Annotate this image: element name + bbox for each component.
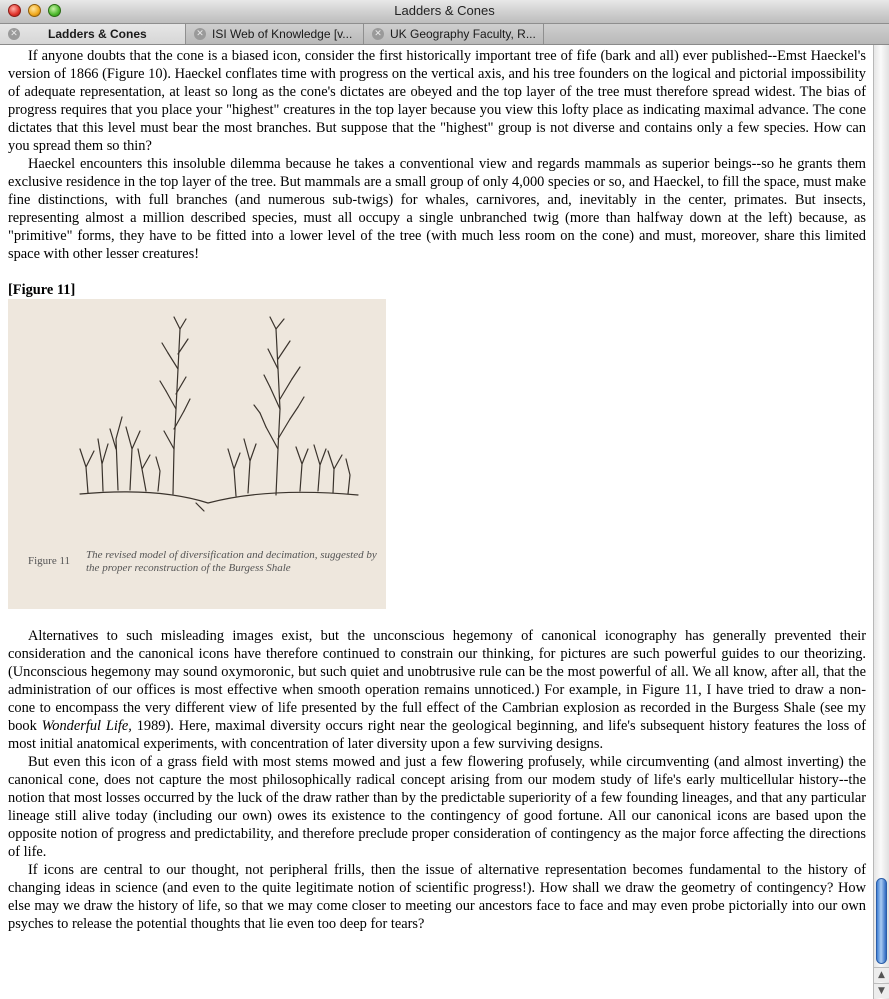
figure-caption-text: The revised model of diversification and decimation, suggested by the proper reconstruction of the Burgess Shale: [86, 549, 377, 574]
tab-ladders-cones[interactable]: [0, 24, 186, 44]
tab-label: Ladders & Cones: [48, 27, 147, 41]
tab-bar: [0, 24, 889, 45]
tab-label: UK Geography Faculty, R...: [390, 27, 536, 41]
figure-11-image: [8, 299, 386, 609]
down-arrow-icon[interactable]: ▼: [874, 983, 889, 998]
scrollbar-thumb[interactable]: [876, 878, 887, 964]
window-title: Ladders & Cones: [394, 3, 495, 18]
close-icon[interactable]: ✕: [372, 28, 384, 40]
figure-label: [Figure 11]: [8, 282, 76, 298]
figure-caption-label: Figure 11: [28, 555, 71, 567]
up-arrow-icon[interactable]: ▲: [874, 967, 889, 982]
tab-uk-geography-faculty[interactable]: [364, 24, 544, 44]
paragraph-1: If anyone doubts that the cone is a biased icon, consider the first historically important tree of fife (bark and all) ever published--Emst Haeckel's version of 1866 (Figure 10). Haeckel conflates time with progress on the vertical axis, and his tree founders on the logical and pictorial impossibility of adequate representation, at least so long as the cone's dictates are obeyed and the top layer of the tree must therefore spread widest. The bias of progress requires that you place your "highest" creatures in the top layer because you view this lofty place as indicating maximal advance. The cone dictates that this level must bear the most branches. But suppose that the "highest" group is not diverse and contains only a few species. How can you spread them so thin?: [8, 48, 866, 154]
paragraph-4: But even this icon of a grass field with most stems mowed and just a few flowering profusely, while circumventing (and almost inverting) the canonical cone, does not capture the most philosophically radical concept arising from our modem study of life's early multicellular history--the notion that most losses occurred by the luck of the draw rather than by the predictable superiority of a few founding lineages, and that any particular lineage still alive today (including our own) owes its existence to the contingency of good fortune. All our canonical icons are based upon the opposite notion of progress and predictability, and therefore preclude proper consideration of contingency as the major force affecting the directions of life.: [8, 754, 866, 860]
paragraph-5: If icons are central to our thought, not peripheral frills, then the issue of alternative representation becomes fundamental to the history of changing ideas in science (and even to the quite legitimate notion of scientific progress!). How shall we draw the geometry of contingency? How else may we draw the history of life, so that we may come closer to meeting our ancestors face to face and may even probe pictorially into our own psyches to release the potential thoughts that lie even too deep for tears?: [8, 862, 866, 932]
article-body: [8, 47, 866, 933]
close-icon[interactable]: ✕: [8, 28, 20, 40]
window-titlebar: [0, 0, 889, 24]
paragraph-2: Haeckel encounters this insoluble dilemma because he takes a conventional view and regards mammals as superior beings--so he grants them exclusive residence in the top layer of the tree. But mammals are a small group of only 4,000 species or so, and Haeckel, to fill the space, must make fine distinctions, with full branches (and numerous sub-twigs) for whales, carnivores, and, inevitably in the center, primates. But insects, representing almost a million described species, must all occupy a single unbranched twig (more than halfway down at the left) because, as "primitive" forms, they have to be fitted into a lower level of the tree (with much less room on the cone) and must, moreover, share this limited space with other lesser creatures!: [8, 156, 866, 262]
tab-isi-web-of-knowledge[interactable]: [186, 24, 364, 44]
book-title: Wonderful Life,: [41, 718, 132, 734]
close-icon[interactable]: ✕: [194, 28, 206, 40]
tab-label: ISI Web of Knowledge [v...: [212, 27, 353, 41]
paragraph-3: Alternatives to such misleading images exist, but the unconscious hegemony of canonical iconography has generally prevented their consideration and the canonical icons have therefore continued to constrain our thinking, for pictures are such powerful guides to our theorizing. (Unconscious hegemony may sound oxymoronic, but such quiet and unobtrusive rule can be the most powerful of all. We all know, after all, that the administration of our offices is most effective when smooth operation remains unnoticed.) For example, in Figure 11, I have tried to draw a non-cone to encompass the very different view of life presented by the full effect of the Cambrian explosion as recorded in the Burgess Shale (see my book Wonderful Life, 1989). Here, maximal diversity occurs right near the geological beginning, and life's subsequent history features the loss of most initial anatomical experiments, with concentration of later diversity upon a few surviving designs.: [8, 628, 866, 752]
vertical-scrollbar[interactable]: [873, 45, 889, 999]
